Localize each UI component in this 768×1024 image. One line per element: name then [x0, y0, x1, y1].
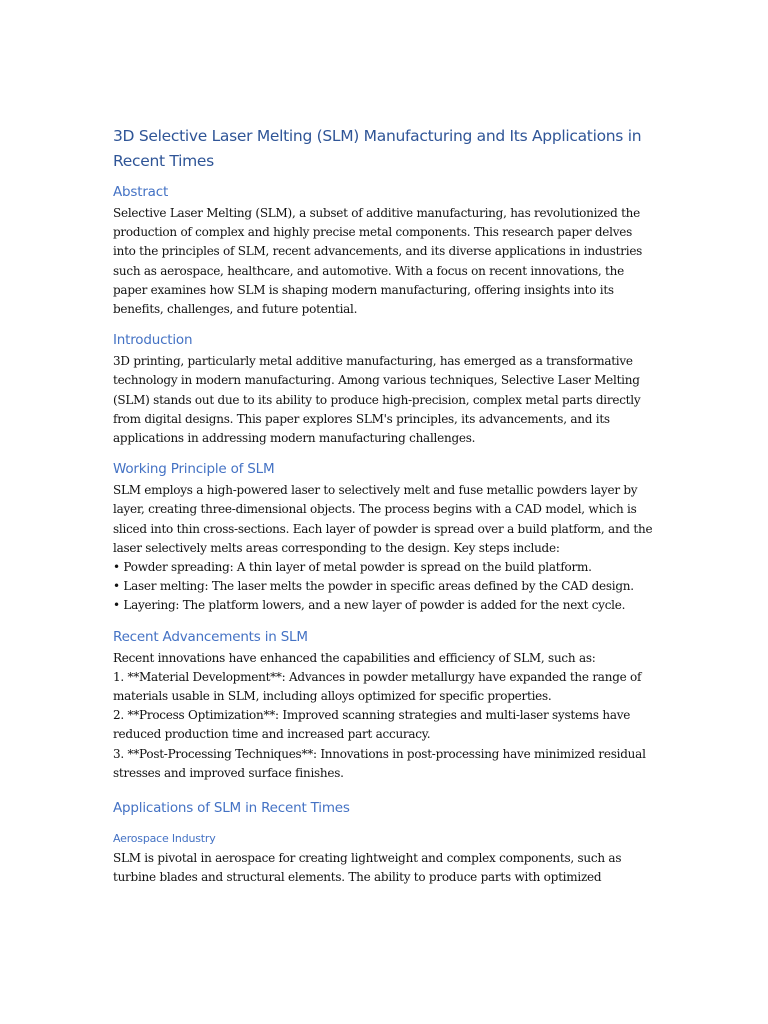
numbered-item-continuation: reduced production time and increased part accuracy.	[113, 727, 431, 742]
introduction-line: from digital designs. This paper explores SLM's principles, its advancements, and its	[113, 411, 610, 426]
document-title-line-1: 3D Selective Laser Melting (SLM) Manufacturing and Its Applications in	[113, 127, 642, 145]
aerospace-line: turbine blades and structural elements. The ability to produce parts with optimized	[113, 870, 602, 885]
abstract-line: production of complex and highly precise metal components. This research paper delves	[113, 225, 633, 240]
bullet-item: • Layering: The platform lowers, and a new layer of powder is added for the next cycle.	[113, 598, 626, 613]
abstract-line: paper examines how SLM is shaping modern manufacturing, offering insights into its	[113, 282, 614, 297]
working-principle-heading: Working Principle of SLM	[113, 461, 275, 478]
introduction-paragraph	[113, 352, 658, 448]
aerospace-subheading: Aerospace Industry	[113, 832, 216, 846]
abstract-line: Selective Laser Melting (SLM), a subset of additive manufacturing, has revolutionized the	[113, 206, 640, 220]
working-principle-paragraph	[113, 481, 658, 615]
working-principle-line: layer, creating three-dimensional objects. The process begins with a CAD model, which is	[113, 502, 637, 517]
aerospace-paragraph	[113, 849, 658, 887]
advancements-paragraph	[113, 649, 658, 783]
numbered-item: 2. **Process Optimization**: Improved scanning strategies and multi-laser systems have	[113, 708, 631, 723]
document-content	[113, 124, 658, 887]
numbered-item-continuation: stresses and improved surface finishes.	[113, 765, 344, 780]
introduction-line: (SLM) stands out due to its ability to produce high-precision, complex metal parts directly	[113, 392, 641, 407]
abstract-paragraph	[113, 204, 658, 319]
advancements-line: Recent innovations have enhanced the capabilities and efficiency of SLM, such as:	[113, 650, 596, 665]
abstract-line: into the principles of SLM, recent advancements, and its diverse applications in industries	[113, 244, 643, 259]
bullet-item: • Powder spreading: A thin layer of metal powder is spread on the build platform.	[113, 560, 592, 575]
working-principle-line: laser selectively melts areas corresponding to the design. Key steps include:	[113, 540, 560, 555]
introduction-heading: Introduction	[113, 332, 193, 349]
introduction-line: technology in modern manufacturing. Among various techniques, Selective Laser Melting	[113, 373, 640, 388]
document-title-line-2: Recent Times	[113, 152, 214, 170]
introduction-line: applications in addressing modern manufacturing challenges.	[113, 431, 476, 446]
bullet-item: • Laser melting: The laser melts the powder in specific areas defined by the CAD design.	[113, 579, 634, 594]
numbered-item: 3. **Post-Processing Techniques**: Innovations in post-processing have minimized residual	[113, 746, 646, 761]
introduction-line: 3D printing, particularly metal additive manufacturing, has emerged as a transformative	[113, 354, 633, 369]
abstract-heading: Abstract	[113, 184, 169, 200]
working-principle-line: SLM employs a high-powered laser to selectively melt and fuse metallic powders layer by	[113, 483, 638, 498]
abstract-line: such as aerospace, healthcare, and automotive. With a focus on recent innovations, the	[113, 263, 624, 278]
document-title	[113, 124, 658, 174]
advancements-heading: Recent Advancements in SLM	[113, 628, 308, 645]
numbered-item-continuation: materials usable in SLM, including alloys optimized for specific properties.	[113, 689, 552, 704]
abstract-line: benefits, challenges, and future potential.	[113, 302, 358, 317]
numbered-item: 1. **Material Development**: Advances in powder metallurgy have expanded the range of	[113, 669, 642, 684]
working-principle-line: sliced into thin cross-sections. Each layer of powder is spread over a build platform, and the	[113, 521, 653, 536]
aerospace-line: SLM is pivotal in aerospace for creating lightweight and complex components, such as	[113, 851, 622, 866]
applications-heading: Applications of SLM in Recent Times	[113, 800, 350, 817]
